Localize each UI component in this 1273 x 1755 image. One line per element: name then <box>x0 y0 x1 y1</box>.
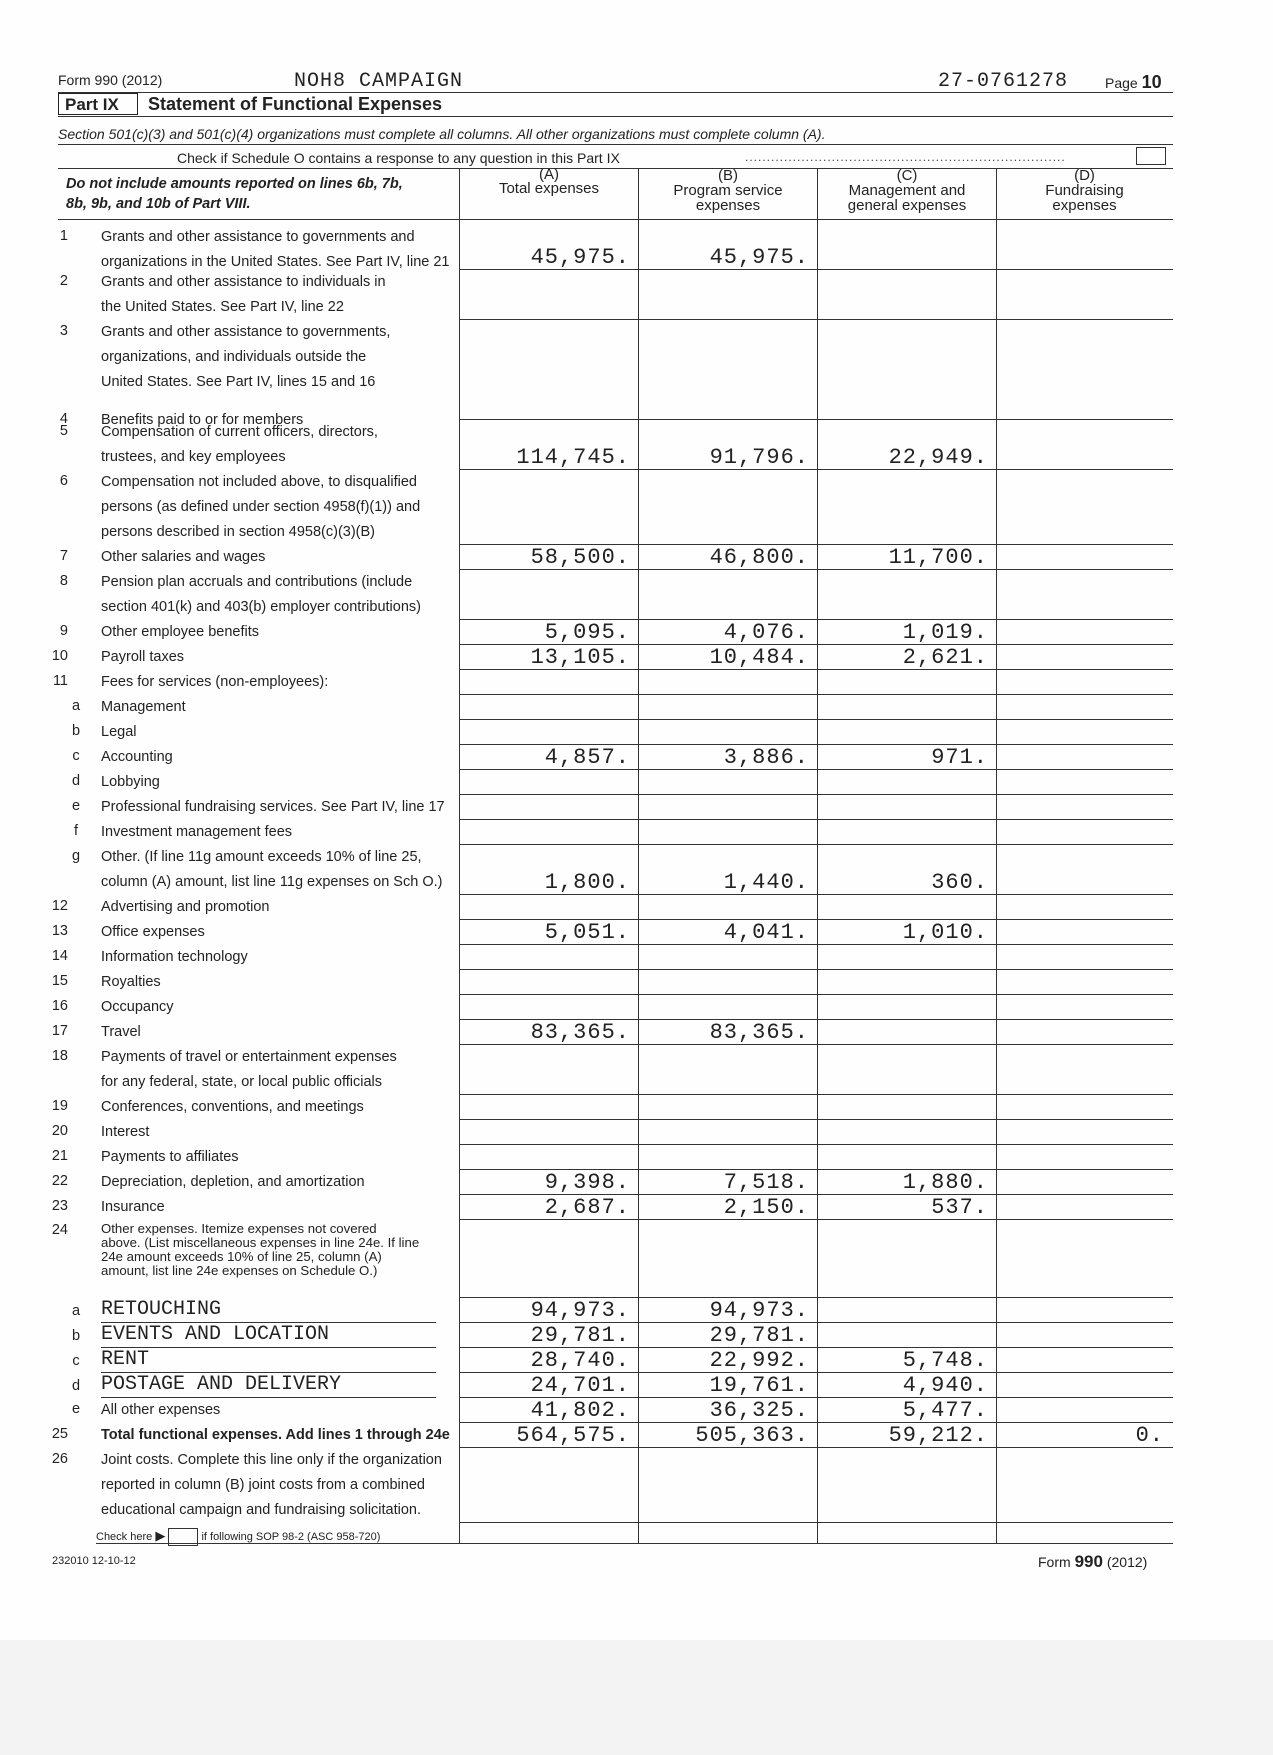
value-cell-a: 5,051. <box>544 920 630 945</box>
table-row <box>0 1195 1273 1220</box>
line-number: 8 <box>59 573 68 589</box>
table-row <box>0 1095 1273 1120</box>
line-label-text: Advertising and promotion <box>101 899 270 915</box>
line-label <box>101 845 451 895</box>
table-row <box>0 920 1273 945</box>
line-letter: b <box>71 1328 81 1344</box>
value-cell-a: 58,500. <box>530 545 630 570</box>
table-row <box>0 1120 1273 1145</box>
line-number: 24 <box>51 1222 68 1238</box>
value-cell-b: 94,973. <box>709 1298 809 1323</box>
line-label <box>101 945 451 970</box>
line-label-text: All other expenses <box>101 1402 221 1418</box>
line-letter: c <box>72 748 80 764</box>
line-label-text: Pension plan accruals and contributions (include <box>101 574 413 590</box>
table-row <box>0 1220 1273 1298</box>
line-label-text: column (A) amount, list line 11g expenses on Sch O.) <box>101 874 443 890</box>
table-row <box>0 1298 1273 1323</box>
line-label <box>101 1045 451 1095</box>
table-row <box>0 945 1273 970</box>
line-label-text: Compensation not included above, to disqualified <box>101 474 417 490</box>
table-row <box>0 745 1273 770</box>
form-page: Form 990 (2012) NOH8 CAMPAIGN 27-0761278 Page 10 Part IX Statement of Functional Expenses Section 501(c)(3) and 501(c)(4) organizations must complete all columns. All other organizations must complete column (A). Check if Schedule O contains a response to any question in this Part IX .......................................................................... Do not include amounts reported on lines 6b, 7b, 8b, 9b, and 10b of Part VIII. (A) Total expenses (B) Program service expenses (C) Management and general expenses (D) Fundraising expenses 1 Grants and other assistance to governments and organizations in the United States. See Part IV, line 21 45,975. 45,975. 2 Grants and other assistance to individuals in the United States. See Part IV, line 22 3 Grants and other assistance to governments, organizations, and individuals outside the United States. See Part IV, lines 15 and 16 4 Benefits paid to or for members 5 Compensation of current officers, directors, trustees, and key employees 114,745. 91,796. 22,949. 6 Compensation not included above, to disqualified persons (as defined under section 4958(f)(1)) and persons described in section 4958(c)(3)(B) 7 Other salaries and wages 58,500. 46,800. 11,700. 8 Pension plan accruals and contributions (include section 401(k) and 403(b) employer contributions) 9 Other employee benefits 5,095. 4,076. 1,019. 10 Payroll taxes 13,105. 10,484. 2,621. 11 Fees for services (non-employees): a Management b Legal c Accounting 4,857. 3,886. 971. d Lobbying e Professional fundraising services. See Part IV, line 17 f Investment management fees g Other. (If line 11g amount exceeds 10% of line 25, column (A) amount, list line 11g expenses on Sch O.) 1,800. 1,440. 360. 12 Advertising and promotion 13 Office expenses 5,051. 4,041. 1,010. 14 Information technology 15 Royalties 16 Occupancy 17 Travel 83,365. 83,365. 18 Payments of travel or entertainment expenses for any federal, state, or local public officials 19 Conferences, conventions, and meetings 20 Interest 21 Payments to affiliates 22 Depreciation, depletion, and amortization 9,398. 7,518. 1,880. 23 Insurance 2,687. 2,150. 537. 24 Other expenses. Itemize expenses not covered above. (List miscellaneous expenses in line 24e. If line 24e amount exceeds 10% of line 25, column (A) amount, list line 24e expenses on Schedule O.) a RETOUCHING 94,973. 94,973. b EVENTS AND LOCATION 29,781. 29,781. c RENT 28,740. 22,992. 5,748. d POSTAGE AND DELIVERY 24,701. 19,761. 4,940. e All other expenses 41,802. 36,325. 5,477. 25 Total functional expenses. Add lines 1 through 24e 564,575. 505,363. 59,212. 0. 26 Joint costs. Complete this line only if the organization reported in column (B) joint costs from a combined educational campaign and fundraising solicitation. Check here ▶ if following SOP 98-2 (ASC 958-720) 232010 12-10-12 Form 990 (2012) <box>0 0 1273 1640</box>
line-number: 17 <box>51 1023 68 1039</box>
value-cell-c: 22,949. <box>888 445 988 470</box>
line-number: 5 <box>59 423 68 439</box>
table-row <box>0 1423 1273 1448</box>
table-row <box>0 470 1273 545</box>
line-label-text: Fees for services (non-employees): <box>101 674 329 690</box>
value-cell-a: 45,975. <box>530 245 630 270</box>
line-label <box>101 820 451 845</box>
line-label-text: Grants and other assistance to governments, <box>101 324 391 340</box>
table-row <box>0 1348 1273 1373</box>
scan-margin <box>0 1640 1273 1755</box>
part-number: Part IX <box>65 95 119 114</box>
line-label-text: the United States. See Part IV, line 22 <box>101 299 344 315</box>
line-label-text: United States. See Part IV, lines 15 and 16 <box>101 374 376 390</box>
line-number: 1 <box>59 228 68 244</box>
value-cell-a: 114,745. <box>516 445 630 470</box>
line-number: 15 <box>51 973 68 989</box>
line-label-text: EVENTS AND LOCATION <box>101 1323 330 1346</box>
column-instruction: Do not include amounts reported on lines 6b, 7b, 8b, 9b, and 10b of Part VIII. <box>66 176 403 212</box>
line-label-text: Payments to affiliates <box>101 1149 239 1165</box>
value-cell-c: 11,700. <box>888 545 988 570</box>
line-label <box>101 1398 451 1423</box>
value-cell-a: 83,365. <box>530 1020 630 1045</box>
line-label <box>101 1373 436 1398</box>
line-label-text: Payroll taxes <box>101 649 185 665</box>
line-label-text: Grants and other assistance to individuals in <box>101 274 386 290</box>
section-note: Section 501(c)(3) and 501(c)(4) organizations must complete all columns. All other organizations must complete column (A). <box>58 126 826 142</box>
table-row <box>0 770 1273 795</box>
line-label-text: Royalties <box>101 974 161 990</box>
line-label-text: Grants and other assistance to governments and <box>101 229 415 245</box>
table-row <box>0 670 1273 695</box>
line-label <box>101 1348 436 1373</box>
table-row <box>0 820 1273 845</box>
line-label-text: Professional fundraising services. See Part IV, line 17 <box>101 799 445 815</box>
line-label-text: Total functional expenses. Add lines 1 through 24e <box>101 1427 450 1443</box>
table-row <box>0 1170 1273 1195</box>
value-cell-b: 2,150. <box>723 1195 809 1220</box>
line-number: 21 <box>51 1148 68 1164</box>
line-label-text: for any federal, state, or local public officials <box>101 1074 383 1090</box>
value-cell-a: 564,575. <box>516 1423 630 1448</box>
value-cell-b: 4,076. <box>723 620 809 645</box>
value-cell-b: 46,800. <box>709 545 809 570</box>
line-letter: d <box>71 773 81 789</box>
line-label <box>101 1195 451 1220</box>
line-label-text: Depreciation, depletion, and amortization <box>101 1174 365 1190</box>
line-number: 16 <box>51 998 68 1014</box>
line-label-text: RETOUCHING <box>101 1298 222 1321</box>
line-number: 12 <box>51 898 68 914</box>
table-row <box>0 1373 1273 1398</box>
value-cell-c: 360. <box>931 870 988 895</box>
line-label <box>101 795 451 820</box>
table-row <box>0 1323 1273 1348</box>
line-label <box>101 1423 451 1448</box>
value-cell-b: 4,041. <box>723 920 809 945</box>
table-row <box>0 1448 1273 1523</box>
line-label-text: Compensation of current officers, directors, <box>101 424 378 440</box>
line-label <box>101 1222 451 1278</box>
value-cell-b: 7,518. <box>723 1170 809 1195</box>
value-cell-b: 505,363. <box>695 1423 809 1448</box>
table-row <box>0 795 1273 820</box>
line-label-text: above. (List miscellaneous expenses in line 24e. If line <box>101 1235 420 1250</box>
value-cell-b: 29,781. <box>709 1323 809 1348</box>
line-label-text: trustees, and key employees <box>101 449 286 465</box>
line-label-text: Other salaries and wages <box>101 549 266 565</box>
line-letter: d <box>71 1378 81 1394</box>
line-number: 18 <box>51 1048 68 1064</box>
line-label <box>101 645 451 670</box>
line-label-text: persons (as defined under section 4958(f)(1)) and <box>101 499 421 515</box>
organization-name: NOH8 CAMPAIGN <box>294 70 464 93</box>
value-cell-d: 0. <box>1135 1423 1164 1448</box>
line-letter: a <box>71 698 81 714</box>
line-label-text: RENT <box>101 1348 150 1371</box>
line-label <box>101 1020 451 1045</box>
value-cell-a: 13,105. <box>530 645 630 670</box>
line-label-text: organizations in the United States. See Part IV, line 21 <box>101 254 450 270</box>
column-c-header: (C) Management and general expenses <box>847 167 967 214</box>
line-number: 22 <box>51 1173 68 1189</box>
line-label <box>101 1298 436 1323</box>
line-number: 7 <box>59 548 68 564</box>
line-label <box>101 720 451 745</box>
value-cell-b: 83,365. <box>709 1020 809 1045</box>
value-cell-a: 9,398. <box>544 1170 630 1195</box>
line-label <box>101 1170 451 1195</box>
line-number: 19 <box>51 1098 68 1114</box>
line-label <box>101 570 451 620</box>
ein: 27-0761278 <box>938 70 1069 93</box>
value-cell-c: 971. <box>931 745 988 770</box>
table-row <box>0 545 1273 570</box>
line-label-text: Accounting <box>101 749 173 765</box>
line-number: 3 <box>59 323 68 339</box>
line-letter: b <box>71 723 81 739</box>
value-cell-c: 59,212. <box>888 1423 988 1448</box>
table-row <box>0 1020 1273 1045</box>
line-label-text: reported in column (B) joint costs from a combined <box>101 1477 425 1493</box>
table-row <box>0 570 1273 620</box>
line-label-text: Other employee benefits <box>101 624 259 640</box>
value-cell-b: 36,325. <box>709 1398 809 1423</box>
line-label-text: Legal <box>101 724 137 740</box>
value-cell-c: 4,940. <box>902 1373 988 1398</box>
check-here-label: Check here <box>96 1531 153 1543</box>
line-label-text: Other. (If line 11g amount exceeds 10% of line 25, <box>101 849 422 865</box>
value-cell-c: 1,019. <box>902 620 988 645</box>
line-label <box>101 1120 451 1145</box>
value-cell-b: 91,796. <box>709 445 809 470</box>
line-number: 13 <box>51 923 68 939</box>
line-label-text: Office expenses <box>101 924 205 940</box>
line-label-text: Insurance <box>101 1199 165 1215</box>
line-label-text: Benefits paid to or for members <box>101 412 304 428</box>
value-cell-a: 41,802. <box>530 1398 630 1423</box>
line-letter: a <box>71 1303 81 1319</box>
value-cell-a: 94,973. <box>530 1298 630 1323</box>
value-cell-a: 5,095. <box>544 620 630 645</box>
table-row <box>0 1398 1273 1423</box>
line-label <box>101 1095 451 1120</box>
line-number: 23 <box>51 1198 68 1214</box>
column-d-header: (D) Fundraising expenses <box>1045 167 1124 214</box>
value-cell-a: 4,857. <box>544 745 630 770</box>
table-row <box>0 995 1273 1020</box>
line-label <box>101 670 451 695</box>
line-number: 10 <box>51 648 68 664</box>
line-label-text: Payments of travel or entertainment expenses <box>101 1049 397 1065</box>
page-number: 10 <box>1141 72 1162 92</box>
line-label <box>101 270 451 320</box>
column-b-header: (B) Program service expenses <box>673 167 783 214</box>
line-label-text: Joint costs. Complete this line only if the organization <box>101 1452 442 1468</box>
line-letter: e <box>71 798 81 814</box>
row-divider <box>459 1522 1173 1523</box>
value-cell-a: 1,800. <box>544 870 630 895</box>
line-label <box>101 745 451 770</box>
value-cell-b: 1,440. <box>723 870 809 895</box>
table-row <box>0 645 1273 670</box>
table-row <box>0 408 1273 428</box>
line-label <box>101 420 451 470</box>
line-label <box>101 970 451 995</box>
sop-label: if following SOP 98-2 (ASC 958-720) <box>201 1531 381 1543</box>
value-cell-b: 45,975. <box>709 245 809 270</box>
line-label-text: Lobbying <box>101 774 160 790</box>
part-title: Statement of Functional Expenses <box>148 94 443 114</box>
line-label-text: Management <box>101 699 186 715</box>
line-label-text: Conferences, conventions, and meetings <box>101 1099 364 1115</box>
line-number: 9 <box>59 623 68 639</box>
line-label-text: POSTAGE AND DELIVERY <box>101 1373 342 1396</box>
line-number: 6 <box>59 473 68 489</box>
value-cell-c: 5,748. <box>902 1348 988 1373</box>
value-cell-a: 29,781. <box>530 1323 630 1348</box>
value-cell-b: 3,886. <box>723 745 809 770</box>
line-label <box>101 545 451 570</box>
line-label-text: educational campaign and fundraising solicitation. <box>101 1502 422 1518</box>
line-label-text: Travel <box>101 1024 141 1040</box>
line-label-text: section 401(k) and 403(b) employer contributions) <box>101 599 421 615</box>
footer-code: 232010 12-10-12 <box>52 1555 136 1567</box>
table-row <box>0 270 1273 320</box>
line-number: 26 <box>51 1451 68 1467</box>
line-label-text: persons described in section 4958(c)(3)(B) <box>101 524 376 540</box>
line-label-text: Occupancy <box>101 999 174 1015</box>
line-label <box>101 320 451 395</box>
table-row <box>0 1145 1273 1170</box>
value-cell-b: 10,484. <box>709 645 809 670</box>
line-label-text: Investment management fees <box>101 824 293 840</box>
table-row <box>0 845 1273 895</box>
table-row <box>0 895 1273 920</box>
table-row <box>0 720 1273 745</box>
line-letter: g <box>71 848 81 864</box>
line-number: 20 <box>51 1123 68 1139</box>
table-row <box>0 620 1273 645</box>
line-label-text: amount, list line 24e expenses on Schedule O.) <box>101 1263 378 1278</box>
value-cell-b: 19,761. <box>709 1373 809 1398</box>
form-label: Form 990 (2012) <box>58 72 163 88</box>
line-label <box>101 1448 451 1523</box>
line-number: 25 <box>51 1426 68 1442</box>
line-number: 4 <box>59 411 68 427</box>
line-label <box>101 895 451 920</box>
line-number: 2 <box>59 273 68 289</box>
column-a-header: (A) Total expenses <box>498 166 600 197</box>
line-letter: e <box>71 1401 81 1417</box>
table-row <box>0 225 1273 270</box>
line-label-text: Other expenses. Itemize expenses not covered <box>101 1221 377 1236</box>
table-row <box>0 320 1273 420</box>
schedule-o-check-text: Check if Schedule O contains a response to any question in this Part IX <box>177 150 620 166</box>
line-label <box>101 1323 436 1348</box>
value-cell-b: 22,992. <box>709 1348 809 1373</box>
line-letter: c <box>72 1353 80 1369</box>
line-label-text: Information technology <box>101 949 248 965</box>
line-label <box>101 995 451 1020</box>
line-number: 14 <box>51 948 68 964</box>
value-cell-c: 537. <box>931 1195 988 1220</box>
value-cell-c: 1,010. <box>902 920 988 945</box>
value-cell-a: 2,687. <box>544 1195 630 1220</box>
footer-form-label: Form 990 (2012) <box>1038 1552 1148 1571</box>
table-row <box>0 695 1273 720</box>
value-cell-c: 1,880. <box>902 1170 988 1195</box>
line-label <box>101 695 451 720</box>
table-row <box>0 420 1273 470</box>
line-label <box>101 770 451 795</box>
line-number: 11 <box>52 673 68 689</box>
line-label <box>101 225 451 275</box>
value-cell-a: 28,740. <box>530 1348 630 1373</box>
line-label <box>101 620 451 645</box>
table-row <box>0 1045 1273 1095</box>
arrow-right-icon: ▶ <box>155 1528 166 1543</box>
value-cell-c: 5,477. <box>902 1398 988 1423</box>
line-label <box>101 1145 451 1170</box>
value-cell-c: 2,621. <box>902 645 988 670</box>
page-prefix: Page <box>1105 75 1138 91</box>
value-cell-a: 24,701. <box>530 1373 630 1398</box>
line-label <box>101 920 451 945</box>
table-row <box>0 970 1273 995</box>
line-label-text: organizations, and individuals outside the <box>101 349 367 365</box>
line-label <box>101 470 451 545</box>
line-label-text: Interest <box>101 1124 150 1140</box>
line-label-text: 24e amount exceeds 10% of line 25, column (A) <box>101 1249 382 1264</box>
line-letter: f <box>73 823 79 839</box>
